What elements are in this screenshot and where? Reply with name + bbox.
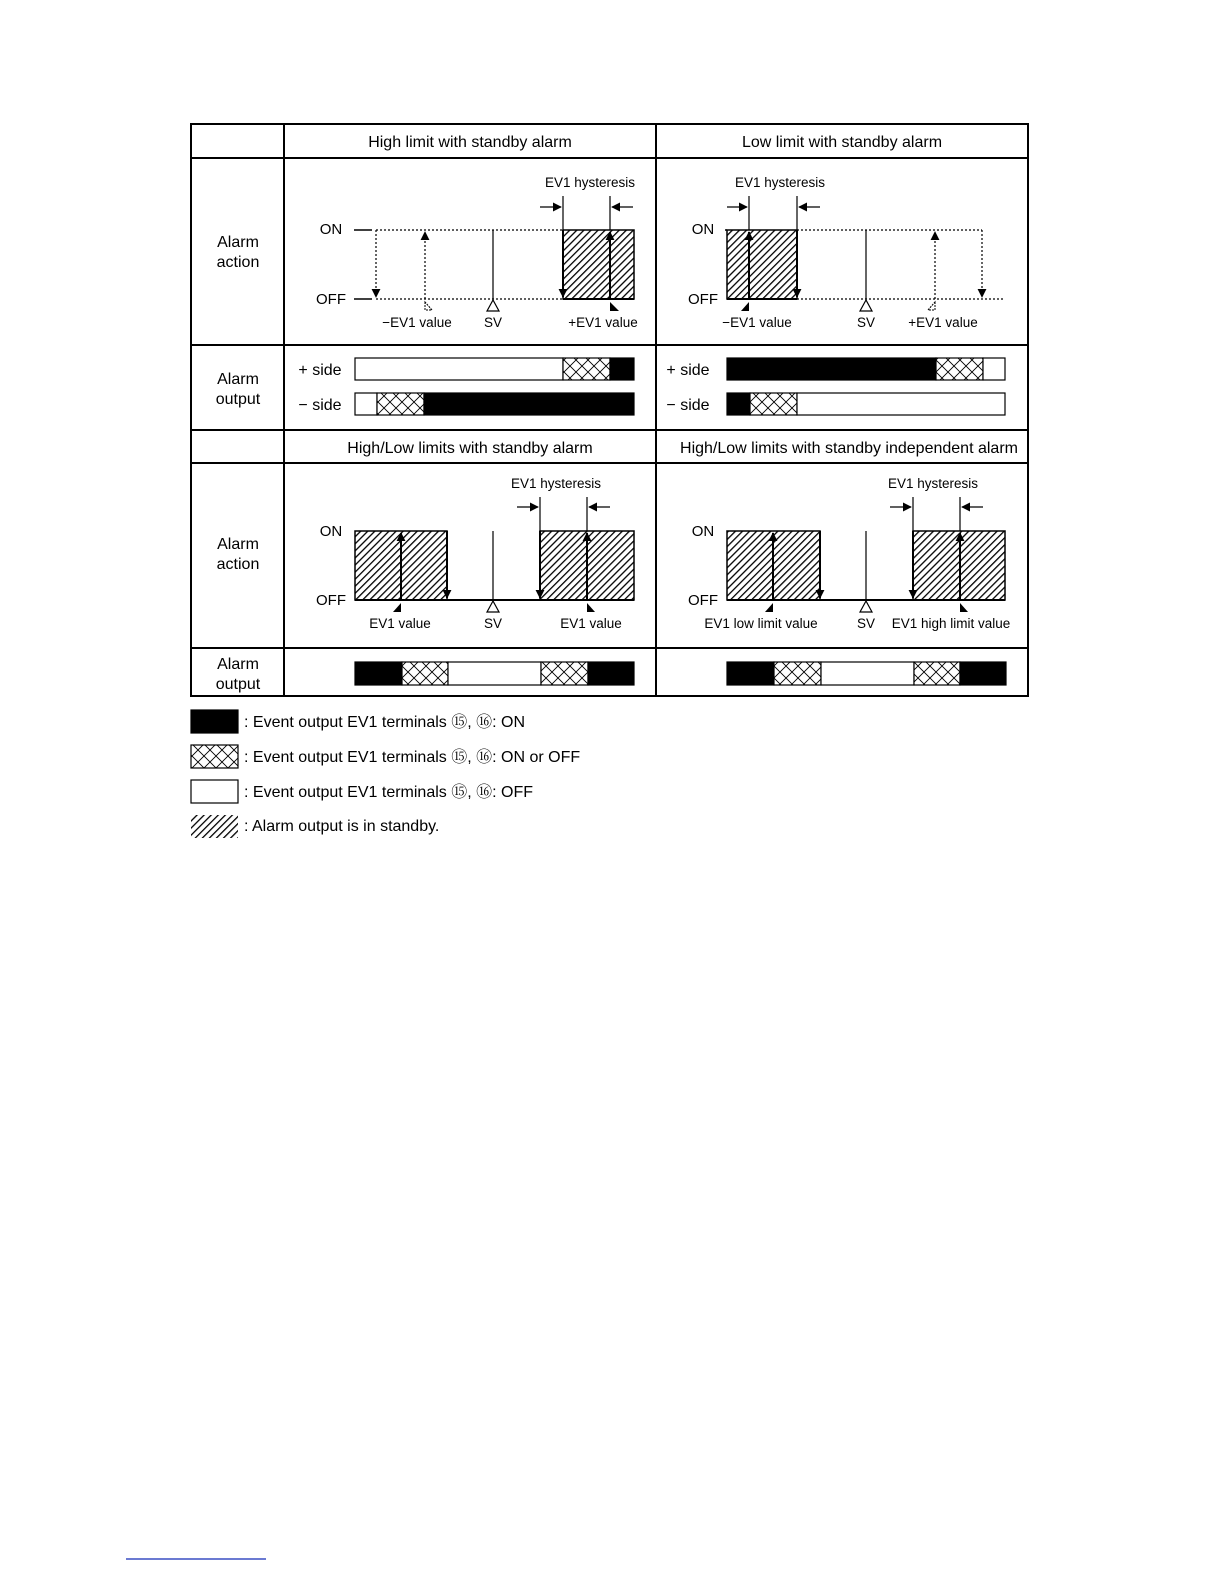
- standby-region: [727, 230, 797, 299]
- minus-side-label: − side: [298, 397, 342, 414]
- standby-region: [563, 230, 634, 299]
- panel-high-limit-action: [316, 175, 638, 330]
- legend-text: : Alarm output is in standby.: [244, 818, 440, 835]
- plus-side-label: + side: [666, 362, 710, 379]
- legend-item-on: [191, 710, 525, 733]
- panel-high-limit-output: [298, 358, 634, 415]
- on-label: ON: [319, 523, 343, 540]
- legend-text: : Event output EV1 terminals ⑮, ⑯: ON or OFF: [244, 749, 581, 766]
- header-high-low-independent: High/Low limits with standby independent alarm: [680, 440, 1018, 457]
- high-limit-value-label: EV1 high limit value: [891, 616, 1011, 631]
- legend-swatch-white: [191, 780, 238, 803]
- row-label-alarm-action-1b: action: [216, 254, 260, 271]
- minus-side-label: − side: [666, 397, 710, 414]
- row-label-alarm-action-2b: action: [216, 556, 260, 573]
- header-high-limit: High limit with standby alarm: [368, 134, 572, 151]
- panel-low-limit-action: [688, 175, 1005, 330]
- legend-text: : Event output EV1 terminals ⑮, ⑯: OFF: [244, 784, 533, 801]
- hysteresis-label: EV1 hysteresis: [544, 175, 636, 190]
- plus-ev1-value-label: +EV1 value: [568, 315, 638, 330]
- panel-independent-output: [727, 662, 1006, 685]
- row-label-alarm-output-2b: output: [215, 676, 261, 693]
- legend-swatch-crosshatch: [191, 745, 238, 768]
- off-label: OFF: [316, 592, 346, 609]
- legend-item-on-or-off: [191, 745, 580, 768]
- off-label: OFF: [316, 291, 346, 308]
- header-low-limit: Low limit with standby alarm: [741, 134, 943, 151]
- right-value-label: EV1 value: [560, 616, 622, 631]
- legend-swatch-diagonal: [191, 815, 238, 838]
- panel-independent-action: [688, 476, 1010, 631]
- hysteresis-label: EV1 hysteresis: [887, 476, 979, 491]
- plus-side-label: + side: [298, 362, 342, 379]
- on-label: ON: [691, 523, 715, 540]
- row-label-alarm-output-1a: Alarm: [217, 371, 259, 388]
- hysteresis-label: EV1 hysteresis: [510, 476, 602, 491]
- panel-high-low-output: [355, 662, 634, 685]
- sv-label: SV: [856, 616, 876, 631]
- legend-swatch-solid: [191, 710, 238, 733]
- legend-item-standby: [191, 815, 439, 838]
- row-label-alarm-output-1b: output: [215, 391, 261, 408]
- row-label-alarm-action-2a: Alarm: [217, 536, 259, 553]
- sv-label: SV: [483, 616, 503, 631]
- legend-item-off: [191, 780, 533, 803]
- legend: [191, 710, 580, 838]
- panel-high-low-action: [316, 476, 634, 631]
- sv-label: SV: [856, 315, 876, 330]
- left-value-label: EV1 value: [369, 616, 431, 631]
- panel-low-limit-output: [666, 358, 1005, 415]
- on-label: ON: [691, 221, 715, 238]
- plus-ev1-value-label: +EV1 value: [908, 315, 978, 330]
- hysteresis-label: EV1 hysteresis: [734, 175, 826, 190]
- on-label: ON: [319, 221, 343, 238]
- minus-ev1-value-label: −EV1 value: [722, 315, 792, 330]
- row-label-alarm-output-2a: Alarm: [217, 656, 259, 673]
- row-label-alarm-action-1a: Alarm: [217, 234, 259, 251]
- header-high-low: High/Low limits with standby alarm: [347, 440, 593, 457]
- off-label: OFF: [688, 592, 718, 609]
- off-label: OFF: [688, 291, 718, 308]
- sv-label: SV: [483, 315, 503, 330]
- legend-text: : Event output EV1 terminals ⑮, ⑯: ON: [244, 714, 526, 731]
- minus-ev1-value-label: −EV1 value: [382, 315, 452, 330]
- low-limit-value-label: EV1 low limit value: [704, 616, 818, 631]
